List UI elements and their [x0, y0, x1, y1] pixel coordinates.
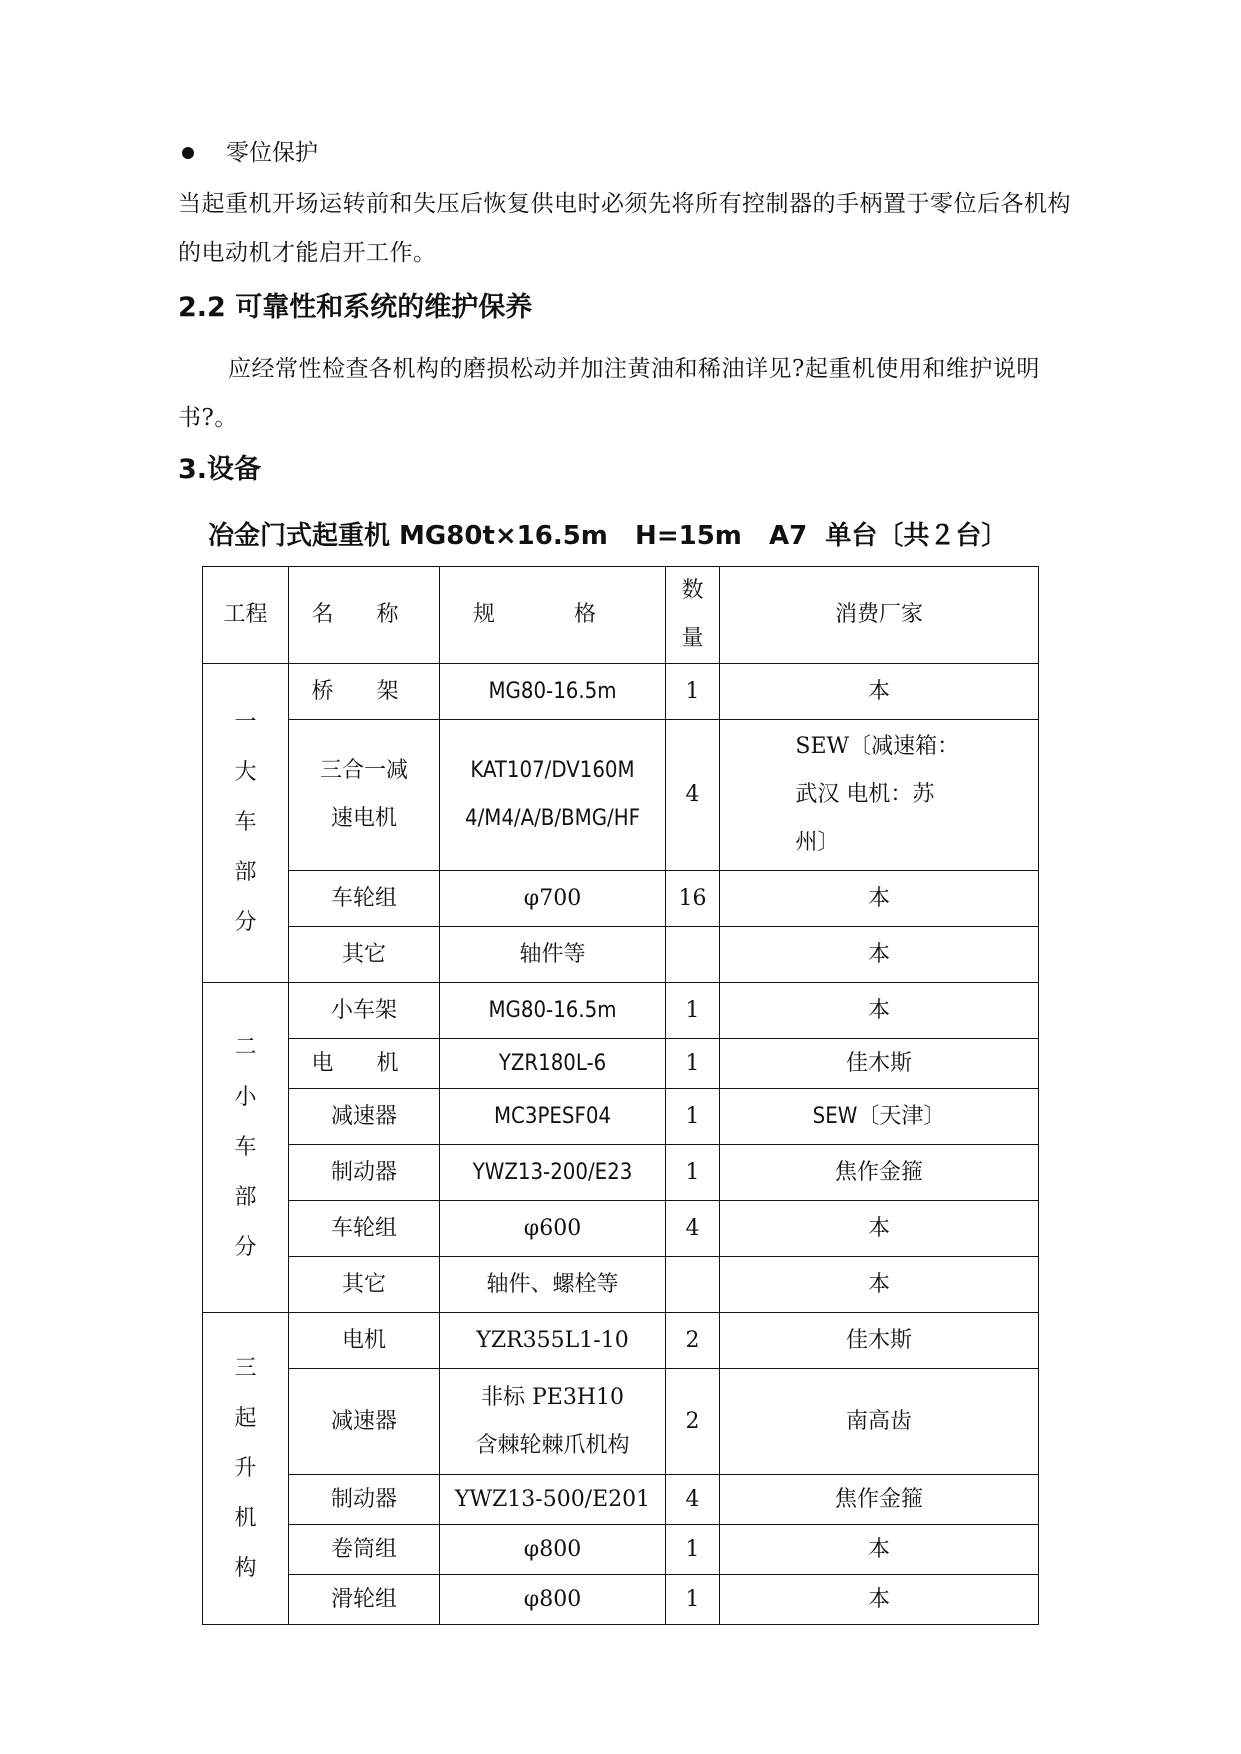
- cell-qty: 1: [666, 1575, 720, 1625]
- zero-protection-text: 当起重机开场运转前和失压后恢复供电时必须先将所有控制器的手柄置于零位后各机构的电动机才能启开工作。: [178, 191, 1071, 266]
- header-qty: 数量: [681, 578, 704, 651]
- table-row: [203, 871, 1039, 927]
- cell-qty: 1: [666, 1039, 720, 1089]
- bullet-icon: [182, 147, 194, 159]
- zero-protection-item: [178, 136, 318, 170]
- cell-qty: 2: [666, 1369, 720, 1475]
- cell-spec: φ600: [440, 1201, 666, 1257]
- header-project: 工程: [203, 567, 289, 664]
- cell-qty: 4: [666, 1201, 720, 1257]
- cell-maker: 佳木斯: [720, 1313, 1039, 1369]
- cell-maker: 本: [720, 664, 1039, 720]
- table-row: [203, 927, 1039, 983]
- cell-name: 滑轮组: [289, 1575, 440, 1625]
- cell-maker: 焦作金箍: [720, 1145, 1039, 1201]
- cell-name: 桥 架: [289, 664, 440, 720]
- cell-spec: YWZ13-200/E23: [440, 1145, 666, 1201]
- table-title: 冶金门式起重机 MG80t×16.5m H=15m A7 单台〔共２台〕: [208, 521, 1008, 551]
- cell-name: 车轮组: [289, 1201, 440, 1257]
- header-qty-cell: [666, 567, 720, 664]
- section-2-2-text: 应经常性检查各机构的磨损松动并加注黄油和稀油详见?起重机使用和维护说明书?。: [178, 356, 1040, 431]
- cell-name: 车轮组: [289, 871, 440, 927]
- cell-qty: 2: [666, 1313, 720, 1369]
- section-3-heading: 3.设备: [178, 454, 262, 485]
- cell-spec: YWZ13-500/E201: [440, 1475, 666, 1525]
- cell-qty: [666, 927, 720, 983]
- header-name: 名 称: [289, 567, 440, 664]
- cell-name: 三合一减速电机: [289, 720, 440, 871]
- equipment-table: [202, 566, 1039, 1625]
- cell-name: 其它: [289, 1257, 440, 1313]
- cell-maker: SEW〔天津〕: [720, 1089, 1039, 1145]
- table-row: [203, 1089, 1039, 1145]
- group-label: 二小车部分: [234, 1034, 257, 1260]
- table-row: [203, 1257, 1039, 1313]
- group-label-cell: [203, 983, 289, 1313]
- table-header-row: [203, 567, 1039, 664]
- group-label-cell: [203, 1313, 289, 1625]
- cell-maker: 本: [720, 1201, 1039, 1257]
- cell-spec: φ700: [440, 871, 666, 927]
- table-row: [203, 983, 1039, 1039]
- cell-maker: 本: [720, 1575, 1039, 1625]
- cell-name: 小车架: [289, 983, 440, 1039]
- cell-maker: 南高齿: [720, 1369, 1039, 1475]
- group-label: 三起升机构: [234, 1355, 257, 1581]
- table-row: [203, 1201, 1039, 1257]
- cell-maker: 佳木斯: [720, 1039, 1039, 1089]
- cell-name: 减速器: [289, 1089, 440, 1145]
- cell-maker: 本: [720, 983, 1039, 1039]
- cell-spec: KAT107/DV160M4/M4/A/B/BMG/HF: [440, 720, 666, 871]
- cell-qty: [666, 1257, 720, 1313]
- cell-maker: 本: [720, 1257, 1039, 1313]
- cell-qty: 1: [666, 1145, 720, 1201]
- zero-protection-title: 零位保护: [226, 140, 318, 166]
- cell-name: 卷筒组: [289, 1525, 440, 1575]
- cell-spec: φ800: [440, 1525, 666, 1575]
- cell-spec: 非标 PE3H10 含棘轮棘爪机构: [440, 1369, 666, 1475]
- cell-qty: 1: [666, 1089, 720, 1145]
- cell-spec: 轴件、螺栓等: [440, 1257, 666, 1313]
- cell-qty: 1: [666, 1525, 720, 1575]
- cell-name: 制动器: [289, 1475, 440, 1525]
- group-label-cell: [203, 664, 289, 983]
- table-row: [203, 1575, 1039, 1625]
- cell-spec: MC3PESF04: [440, 1089, 666, 1145]
- cell-spec: 轴件等: [440, 927, 666, 983]
- cell-name: 其它: [289, 927, 440, 983]
- header-spec: 规 格: [440, 567, 666, 664]
- cell-name: 电 机: [289, 1039, 440, 1089]
- cell-maker: 本: [720, 871, 1039, 927]
- table-row: [203, 1369, 1039, 1475]
- cell-qty: 1: [666, 983, 720, 1039]
- cell-qty: 1: [666, 664, 720, 720]
- cell-name: 制动器: [289, 1145, 440, 1201]
- table-row: [203, 1313, 1039, 1369]
- cell-spec: YZR180L-6: [440, 1039, 666, 1089]
- cell-maker: SEW〔减速箱：武汉 电机：苏州〕: [720, 720, 1039, 871]
- group-label: 一大车部分: [234, 710, 257, 935]
- cell-spec: φ800: [440, 1575, 666, 1625]
- cell-qty: 4: [666, 1475, 720, 1525]
- cell-name: 电机: [289, 1313, 440, 1369]
- cell-maker: 本: [720, 1525, 1039, 1575]
- table-row: [203, 720, 1039, 871]
- cell-qty: 16: [666, 871, 720, 927]
- cell-spec: YZR355L1-10: [440, 1313, 666, 1369]
- table-row: [203, 1475, 1039, 1525]
- cell-maker: 本: [720, 927, 1039, 983]
- cell-name: 减速器: [289, 1369, 440, 1475]
- table-row: [203, 1525, 1039, 1575]
- section-2-2-heading: 2.2 可靠性和系统的维护保养: [178, 292, 533, 323]
- cell-spec: MG80-16.5m: [440, 983, 666, 1039]
- cell-spec: MG80-16.5m: [440, 664, 666, 720]
- header-maker: 消费厂家: [720, 567, 1039, 664]
- cell-maker: 焦作金箍: [720, 1475, 1039, 1525]
- table-row: [203, 664, 1039, 720]
- table-row: [203, 1039, 1039, 1089]
- table-row: [203, 1145, 1039, 1201]
- cell-qty: 4: [666, 720, 720, 871]
